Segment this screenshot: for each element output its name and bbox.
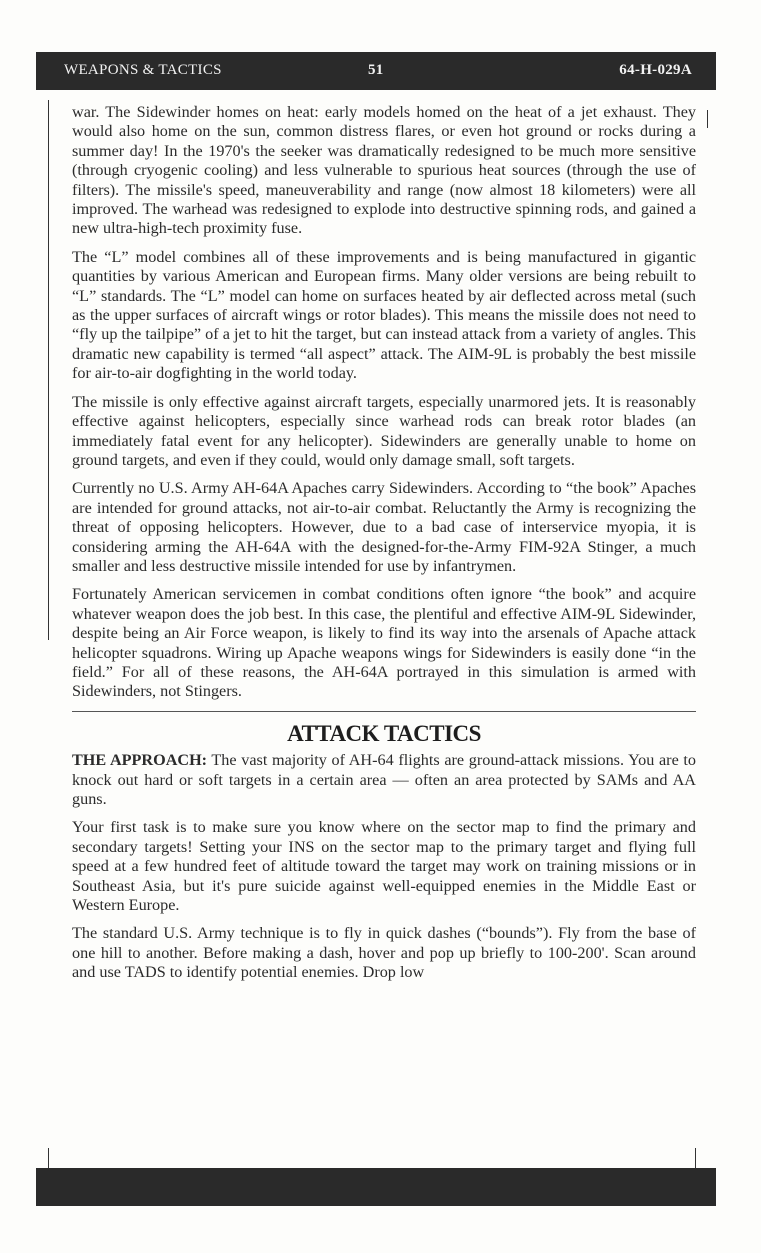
margin-rule-left-bottom	[48, 1148, 49, 1170]
body-paragraph: Fortunately American servicemen in combat conditions often ignore “the book” and acquire whatever weapon does the job best. In this case, the plentiful and effective AIM-9L Sidewinder, despite being an Air Force weapon, is likely to find its way into the arsenals of Apache attack helicopter squadrons. Wiring up Apache weapons wings for Sidewinders is easily done “in the field.” For all of these reasons, the AH-64A portrayed in this simulation is armed with Sidewinders, not Stingers.	[72, 585, 696, 701]
body-paragraph: Your first task is to make sure you know where on the sector map to find the primary and secondary targets! Setting your INS on the sector map to the primary target and flying full speed at a few hundred feet of altitude toward the target may work on training missions or in Southeast Asia, but it's pure suicide against well-equipped enemies in the Middle East or Western Europe.	[72, 818, 696, 915]
page-body	[72, 103, 696, 992]
section-heading: ATTACK TACTICS	[287, 720, 481, 746]
page-header	[36, 52, 716, 90]
approach-label: THE APPROACH:	[72, 751, 208, 770]
body-paragraph: The standard U.S. Army technique is to fly in quick dashes (“bounds”). Fly from the base of one hill to another. Before making a dash, hover and pop up briefly to 100-200'. Scan around and use TADS to identify potential enemies. Drop low	[72, 924, 696, 982]
margin-rule-right	[707, 110, 708, 128]
margin-rule-left	[48, 100, 49, 640]
body-paragraph: The missile is only effective against aircraft targets, especially unarmored jets. It is reasonably effective against helicopters, especially since warhead rods can break rotor blades (an immediately fatal event for any helicopter). Sidewinders are generally unable to home on ground targets, and even if they could, would only damage small, soft targets.	[72, 392, 696, 469]
body-paragraph: The “L” model combines all of these improvements and is being manufactured in gigantic quantities by various American and European firms. Many older versions are being rebuilt to “L” standards. The “L” model can home on surfaces heated by air deflected across metal (such as the upper surfaces of aircraft wings or rotor blades). This means the missile does not need to “fly up the tailpipe” of a jet to hit the target, but can instead attack from a variety of angles. This dramatic new capability is termed “all aspect” attack. The AIM-9L is probably the best missile for air-to-air dogfighting in the world today.	[72, 247, 696, 383]
body-paragraph: Currently no U.S. Army AH-64A Apaches carry Sidewinders. According to “the book” Apaches are intended for ground attacks, not air-to-air combat. Reluctantly the Army is recognizing the threat of opposing helicopters. However, due to a bad case of interservice myopia, it is considering arming the AH-64A with the designed-for-the-Army FIM-92A Stinger, a much smaller and less destructive missile intended for use by infantrymen.	[72, 479, 696, 575]
body-paragraph: war. The Sidewinder homes on heat: early models homed on the heat of a jet exhaust. They would also home on the sun, common distress flares, or even hot ground or rocks during a summer day! In the 1970's the seeker was dramatically redesigned to be much more sensitive (through cryogenic cooling) and less vulnerable to spurious heat sources (through the use of filters). The missile's speed, maneuverability and range (now almost 18 kilometers) were all improved. The warhead was redesigned to explode into destructive spinning rods, and gained a new ultra-high-tech proximity fuse.	[72, 103, 696, 238]
page-footer-bar	[36, 1168, 716, 1206]
section-divider	[72, 711, 696, 712]
margin-rule-right-bottom	[695, 1148, 696, 1170]
page-number: 51	[368, 62, 384, 78]
document-code: 64-H-029A	[619, 62, 692, 78]
approach-paragraph	[72, 751, 696, 809]
approach-text: The vast majority of AH-64 flights are ground-attack missions. You are to knock out hard or soft targets in a certain area — often an area protected by SAMs and AA guns.	[72, 751, 697, 808]
section-name: WEAPONS & TACTICS	[64, 62, 222, 78]
